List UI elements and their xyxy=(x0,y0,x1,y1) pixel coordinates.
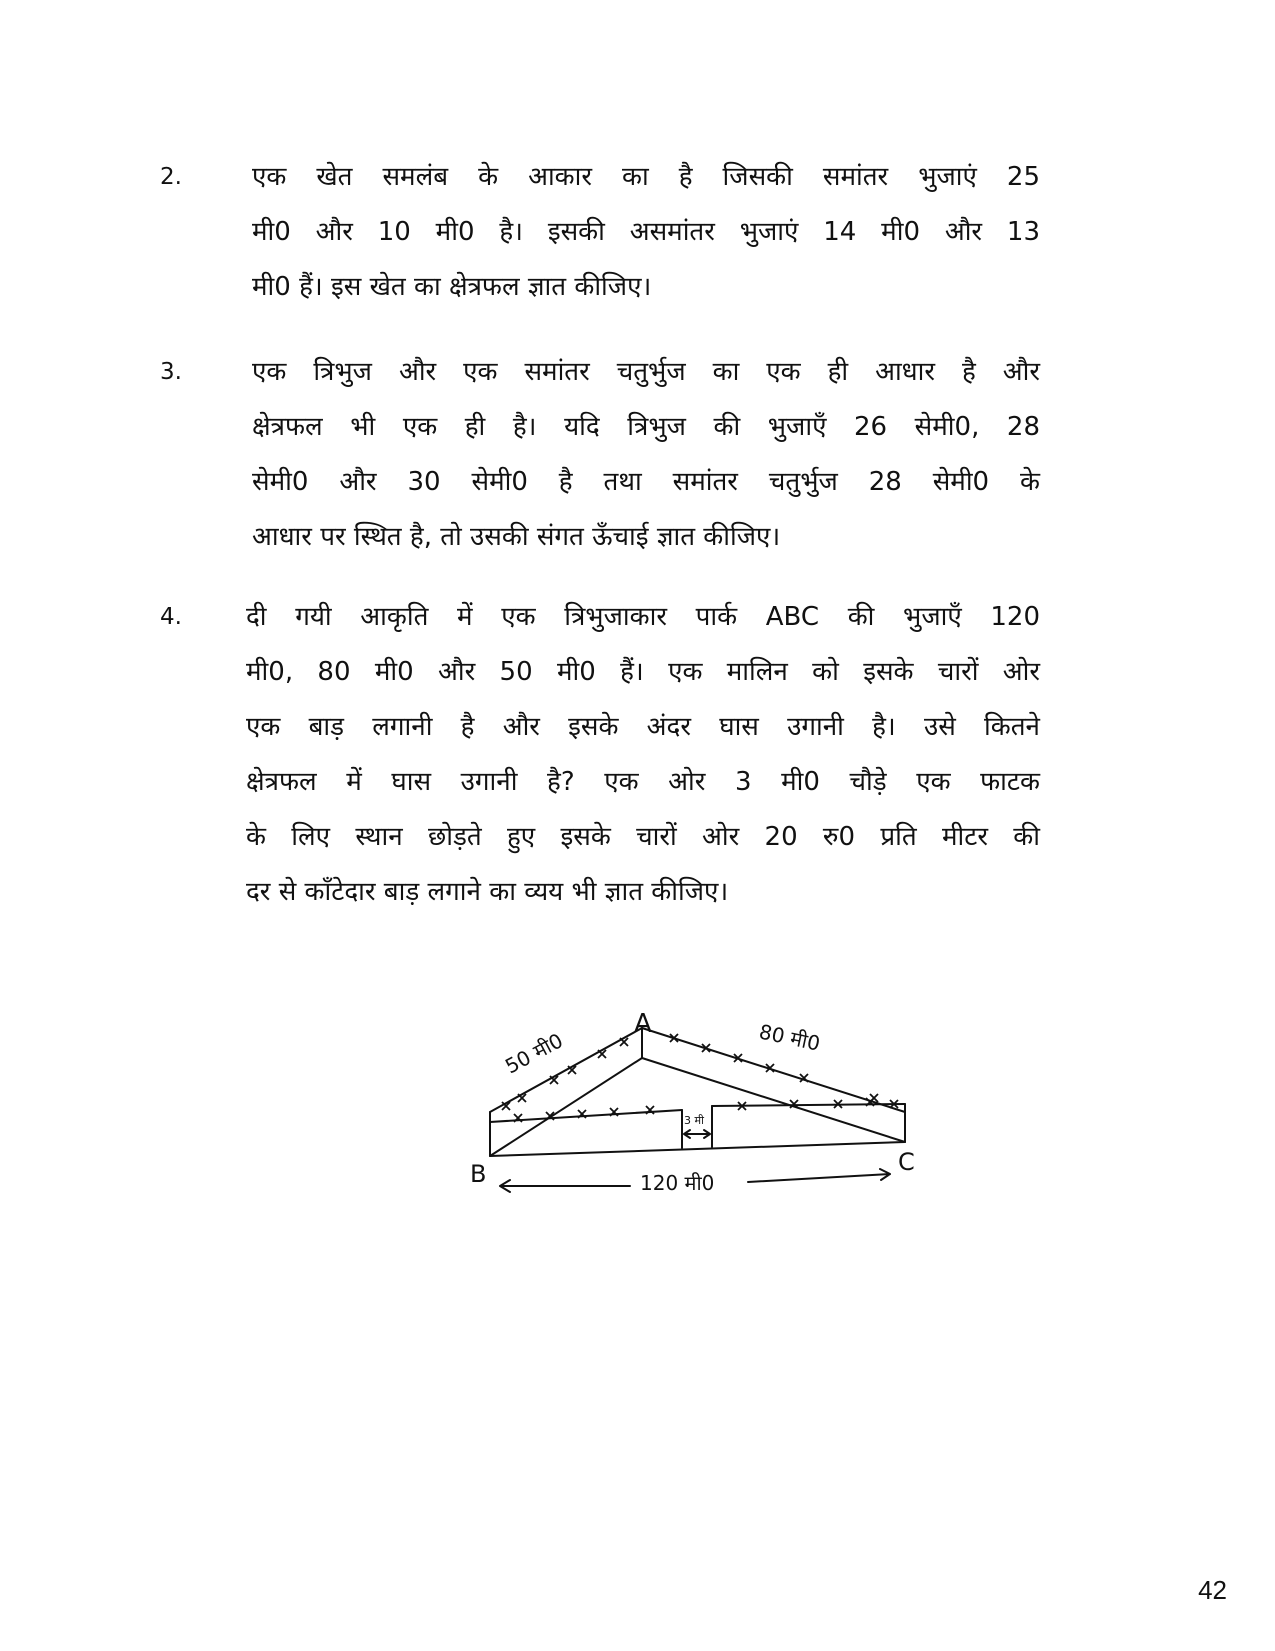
vertex-b-label: B xyxy=(470,1160,487,1188)
base-arrow-left xyxy=(500,1180,630,1192)
question-text xyxy=(252,345,1040,565)
triangle-park-diagram xyxy=(470,990,970,1240)
question-text xyxy=(246,590,1040,920)
vertex-c-label: C xyxy=(898,1148,915,1176)
gate-label: 3 मी xyxy=(684,1114,704,1127)
question-line: मी0 और 10 मी0 है। इसकी असमांतर भुजाएं 14 मी0 और 13 xyxy=(252,217,1040,247)
question-number: 4. xyxy=(160,604,182,630)
question-line: के लिए स्थान छोड़ते हुए इसके चारों ओर 20 रु0 प्रति मीटर की xyxy=(246,822,1040,852)
question-line: दी गयी आकृति में एक त्रिभुजाकार पार्क ABC की भुजाएँ 120 xyxy=(246,602,1040,632)
question-line: मी0 हैं। इस खेत का क्षेत्रफल ज्ञात कीजिए। xyxy=(252,272,652,302)
question-line: दर से काँटेदार बाड़ लगाने का व्यय भी ज्ञात कीजिए। xyxy=(246,877,729,907)
question-line: क्षेत्रफल में घास उगानी है? एक ओर 3 मी0 चौड़े एक फाटक xyxy=(246,767,1040,797)
vertex-a-label: A xyxy=(634,1009,652,1039)
question-line: आधार पर स्थित है, तो उसकी संगत ऊँचाई ज्ञात कीजिए। xyxy=(252,522,781,552)
side-ac-label: 80 मी0 xyxy=(756,1019,823,1056)
gate-arrow xyxy=(684,1130,710,1138)
question-text xyxy=(252,150,1040,315)
question-line: मी0, 80 मी0 और 50 मी0 हैं। एक मालिन को इसके चारों ओर xyxy=(246,657,1040,687)
question-number: 3. xyxy=(160,359,182,385)
question-number: 2. xyxy=(160,164,182,190)
side-bc-label: 120 मी0 xyxy=(640,1171,715,1195)
page-number: 42 xyxy=(1198,1575,1227,1605)
question-line: सेमी0 और 30 सेमी0 है तथा समांतर चतुर्भुज 28 सेमी0 के xyxy=(252,467,1040,497)
triangle-side-bc xyxy=(490,1142,905,1156)
question-line: एक बाड़ लगानी है और इसके अंदर घास उगानी है। उसे कितने xyxy=(246,712,1040,742)
question-line: एक त्रिभुज और एक समांतर चतुर्भुज का एक ही आधार है और xyxy=(252,357,1040,387)
side-ab-label: 50 मी0 xyxy=(501,1028,567,1079)
question-line: एक खेत समलंब के आकार का है जिसकी समांतर भुजाएं 25 xyxy=(252,162,1040,192)
question-line: क्षेत्रफल भी एक ही है। यदि त्रिभुज की भुजाएँ 26 सेमी0, 28 xyxy=(252,412,1040,442)
base-arrow-right xyxy=(748,1169,890,1182)
